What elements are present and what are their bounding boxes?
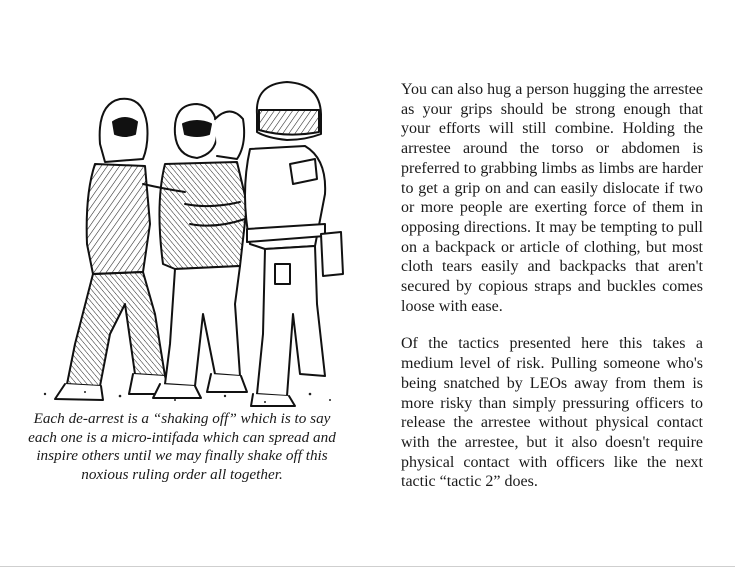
person-middle-body: [159, 162, 247, 269]
article-body: [401, 80, 703, 510]
page-bottom-divider: [0, 566, 735, 567]
paragraph-1: You can also hug a person hugging the arrestee as your grips should be strong enough that your efforts will still combine. Holding the arrestee around the torso or abdomen is preferred to grabbing limbs as limbs are harder to get a grip on and can easily dislocate if two or more people are exerting force of them in opposing directions. It may be tempting to pull on a backpack or article of clothing, but most cloth tears easily and backpacks that aren't secured by copious straps and buckles comes loose with ease.: [401, 81, 703, 315]
figure-caption: Each de-arrest is a “shaking off” which is to say each one is a micro-intifada which can spread and inspire others until we may finally shake off this noxious ruling order all together.: [28, 410, 336, 483]
paragraph-2: Of the tactics presented here this takes a medium level of risk. Pulling someone who's being snatched by LEOs away from them is more risky than simply pressuring officers to release the arrestee without physical contact with the arrestee, but it also doesn't require physical contact with officers like the next tactic “tactic 2” does.: [401, 335, 703, 491]
person-left-body: [87, 164, 150, 274]
de-arrest-illustration: [25, 74, 345, 414]
